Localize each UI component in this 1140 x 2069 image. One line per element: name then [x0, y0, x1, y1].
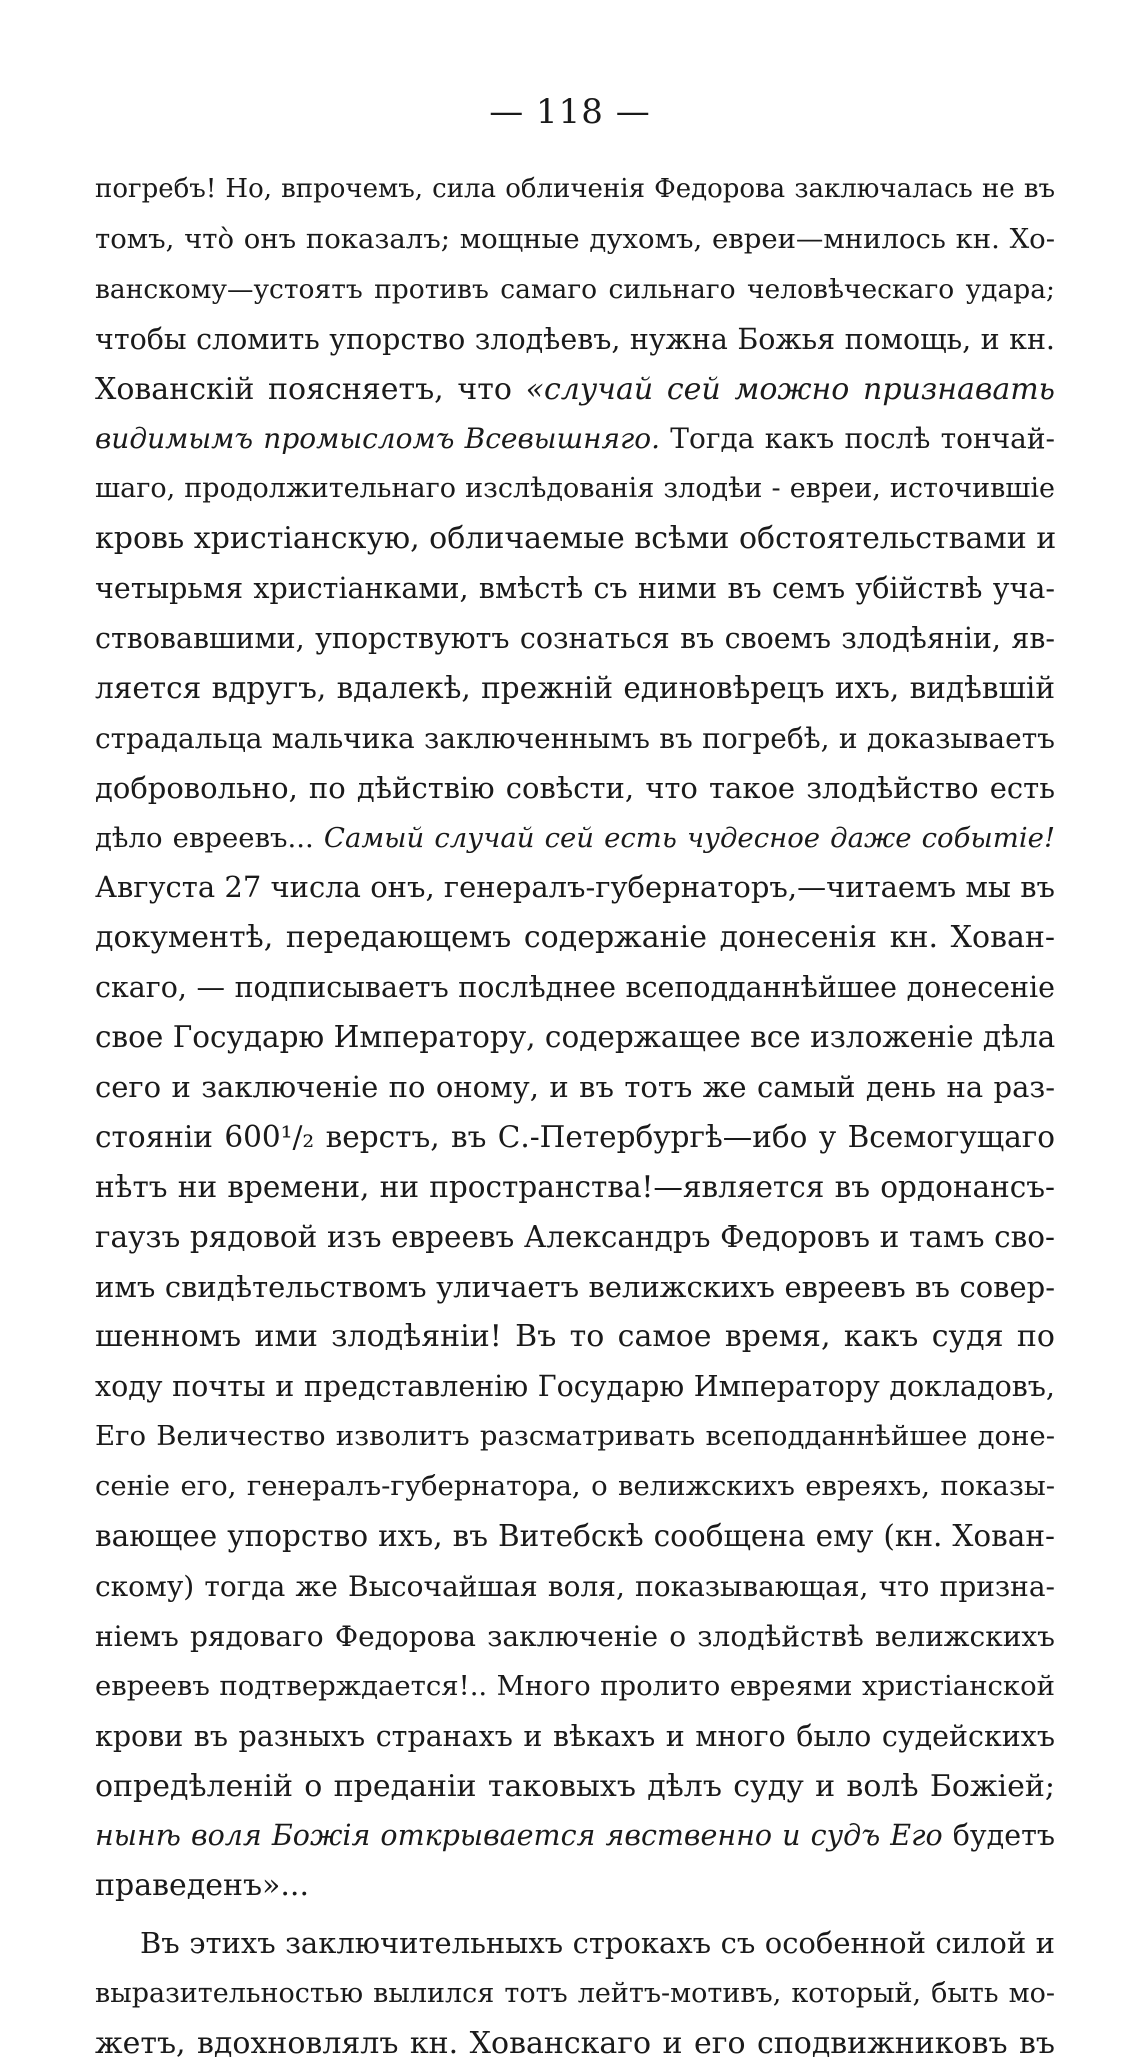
text-line: ляется вдругъ, вдалекѣ, прежній единовѣрецъ ихъ, видѣвшій: [95, 670, 1055, 705]
text-line: жетъ, вдохновлялъ кн. Хованскаго и его сподвижниковъ въ: [95, 2025, 1055, 2061]
text-line: скому) тогда же Высочайшая воля, показывающая, что призна-: [95, 1569, 1055, 1603]
text-line: [95, 1811, 1055, 1861]
text-line: крови въ разныхъ странахъ и вѣкахъ и много было судейскихъ: [95, 1719, 1055, 1753]
text-line: сеніе его, генералъ-губернатора, о велижскихъ евреяхъ, показы-: [95, 1470, 1055, 1503]
text-line: погребъ! Но, впрочемъ, сила обличенія Федорова заключалась не въ: [95, 174, 1055, 204]
text-line: скаго, — подписываетъ послѣднее всеподданнѣйшее донесеніе: [95, 971, 1055, 1005]
text-line: ванскому—устоятъ противъ самаго сильнаго человѣческаго удара;: [95, 273, 1055, 305]
text-line: [95, 365, 1055, 415]
text-line: Его Величество изволитъ разсматривать всеподданнѣйшее доне-: [95, 1420, 1055, 1453]
text-line: кровь христіанскую, обличаемые всѣми обстоятельствами и: [95, 521, 1057, 557]
text-line: вающее упорство ихъ, въ Витебскѣ сообщена ему (кн. Хован-: [95, 1519, 1055, 1554]
text-line: [95, 814, 1055, 864]
text-line: четырьмя христіанками, вмѣстѣ съ ними въ семъ убійствѣ уча-: [95, 572, 1055, 606]
text-line: [95, 414, 1055, 464]
text-line: ніемъ рядоваго Федорова заключеніе о злодѣйствѣ велижскихъ: [95, 1619, 1055, 1653]
italic-quote-run: «случай сей можно признавать: [525, 371, 1055, 407]
body-text: [95, 165, 1055, 2069]
text-line: имъ свидѣтельствомъ уличаетъ велижскихъ евреевъ въ совер-: [95, 1269, 1055, 1304]
italic-quote-run: Самый случай сей есть чудесное даже событіе!: [323, 821, 1055, 854]
text-line: ствовавшими, упорствуютъ сознаться въ своемъ злодѣяніи, яв-: [95, 622, 1055, 656]
text-run: будетъ: [942, 1819, 1055, 1853]
text-line: добровольно, по дѣйствію совѣсти, что такое злодѣйство есть: [95, 770, 1055, 805]
text-line: праведенъ»...: [95, 1868, 309, 1904]
text-line: документѣ, передающемъ содержаніе донесенія кн. Хован-: [95, 920, 1055, 956]
text-line: гаузъ рядовой изъ евреевъ Александръ Федоровъ и тамъ сво-: [95, 1219, 1055, 1254]
text-run: Тогда какъ послѣ тончай-: [660, 422, 1055, 456]
text-line: страдальца мальчика заключеннымъ въ погребѣ, и доказываетъ: [95, 721, 1055, 755]
text-line: опредѣленій о преданіи таковыхъ дѣлъ суду и волѣ Божіей;: [95, 1768, 1055, 1804]
text-line: ходу почты и представленію Государю Императору докладовъ,: [95, 1370, 1055, 1404]
text-line: Въ этихъ заключительныхъ строкахъ съ особенной силой и: [140, 1926, 1055, 1961]
text-line: Августа 27 числа онъ, генералъ-губернаторъ,—читаемъ мы въ: [95, 870, 1055, 905]
text-line: чтобы сломить упорство злодѣевъ, нужна Божья помощь, и кн.: [95, 322, 1055, 356]
text-line: томъ, что̀ онъ показалъ; мощные духомъ, евреи—мнилось кн. Хо-: [95, 222, 1055, 255]
page-number: — 118 —: [489, 92, 651, 132]
text-line: шенномъ ими злодѣяніи! Въ то самое время, какъ судя по: [95, 1319, 1055, 1355]
text-line: нѣтъ ни времени, ни пространства!—является въ ордонансъ-: [95, 1169, 1055, 1204]
text-run: Хованскій поясняетъ, что: [95, 371, 526, 407]
text-line: евреевъ подтверждается!.. Много пролито евреями христіанской: [95, 1669, 1055, 1702]
text-line: стояніи 600¹/₂ верстъ, въ С.-Петербургѣ—ибо у Всемогущаго: [95, 1119, 1055, 1154]
text-line: шаго, продолжительнаго изслѣдованія злодѣи - евреи, источившіе: [95, 473, 1055, 505]
text-line: свое Государю Императору, содержащее все изложеніе дѣла: [95, 1020, 1056, 1055]
text-line: выразительностью вылился тотъ лейтъ-мотивъ, который, быть мо-: [95, 1978, 1055, 2010]
italic-quote-run: видимымъ промысломъ Всевышняго.: [95, 422, 660, 456]
text-run: дѣло евреевъ...: [95, 821, 324, 854]
text-line: сего и заключеніе по оному, и въ тотъ же самый день на раз-: [95, 1070, 1055, 1105]
italic-quote-run: нынѣ воля Божія открывается явственно и судъ Его: [95, 1819, 943, 1853]
